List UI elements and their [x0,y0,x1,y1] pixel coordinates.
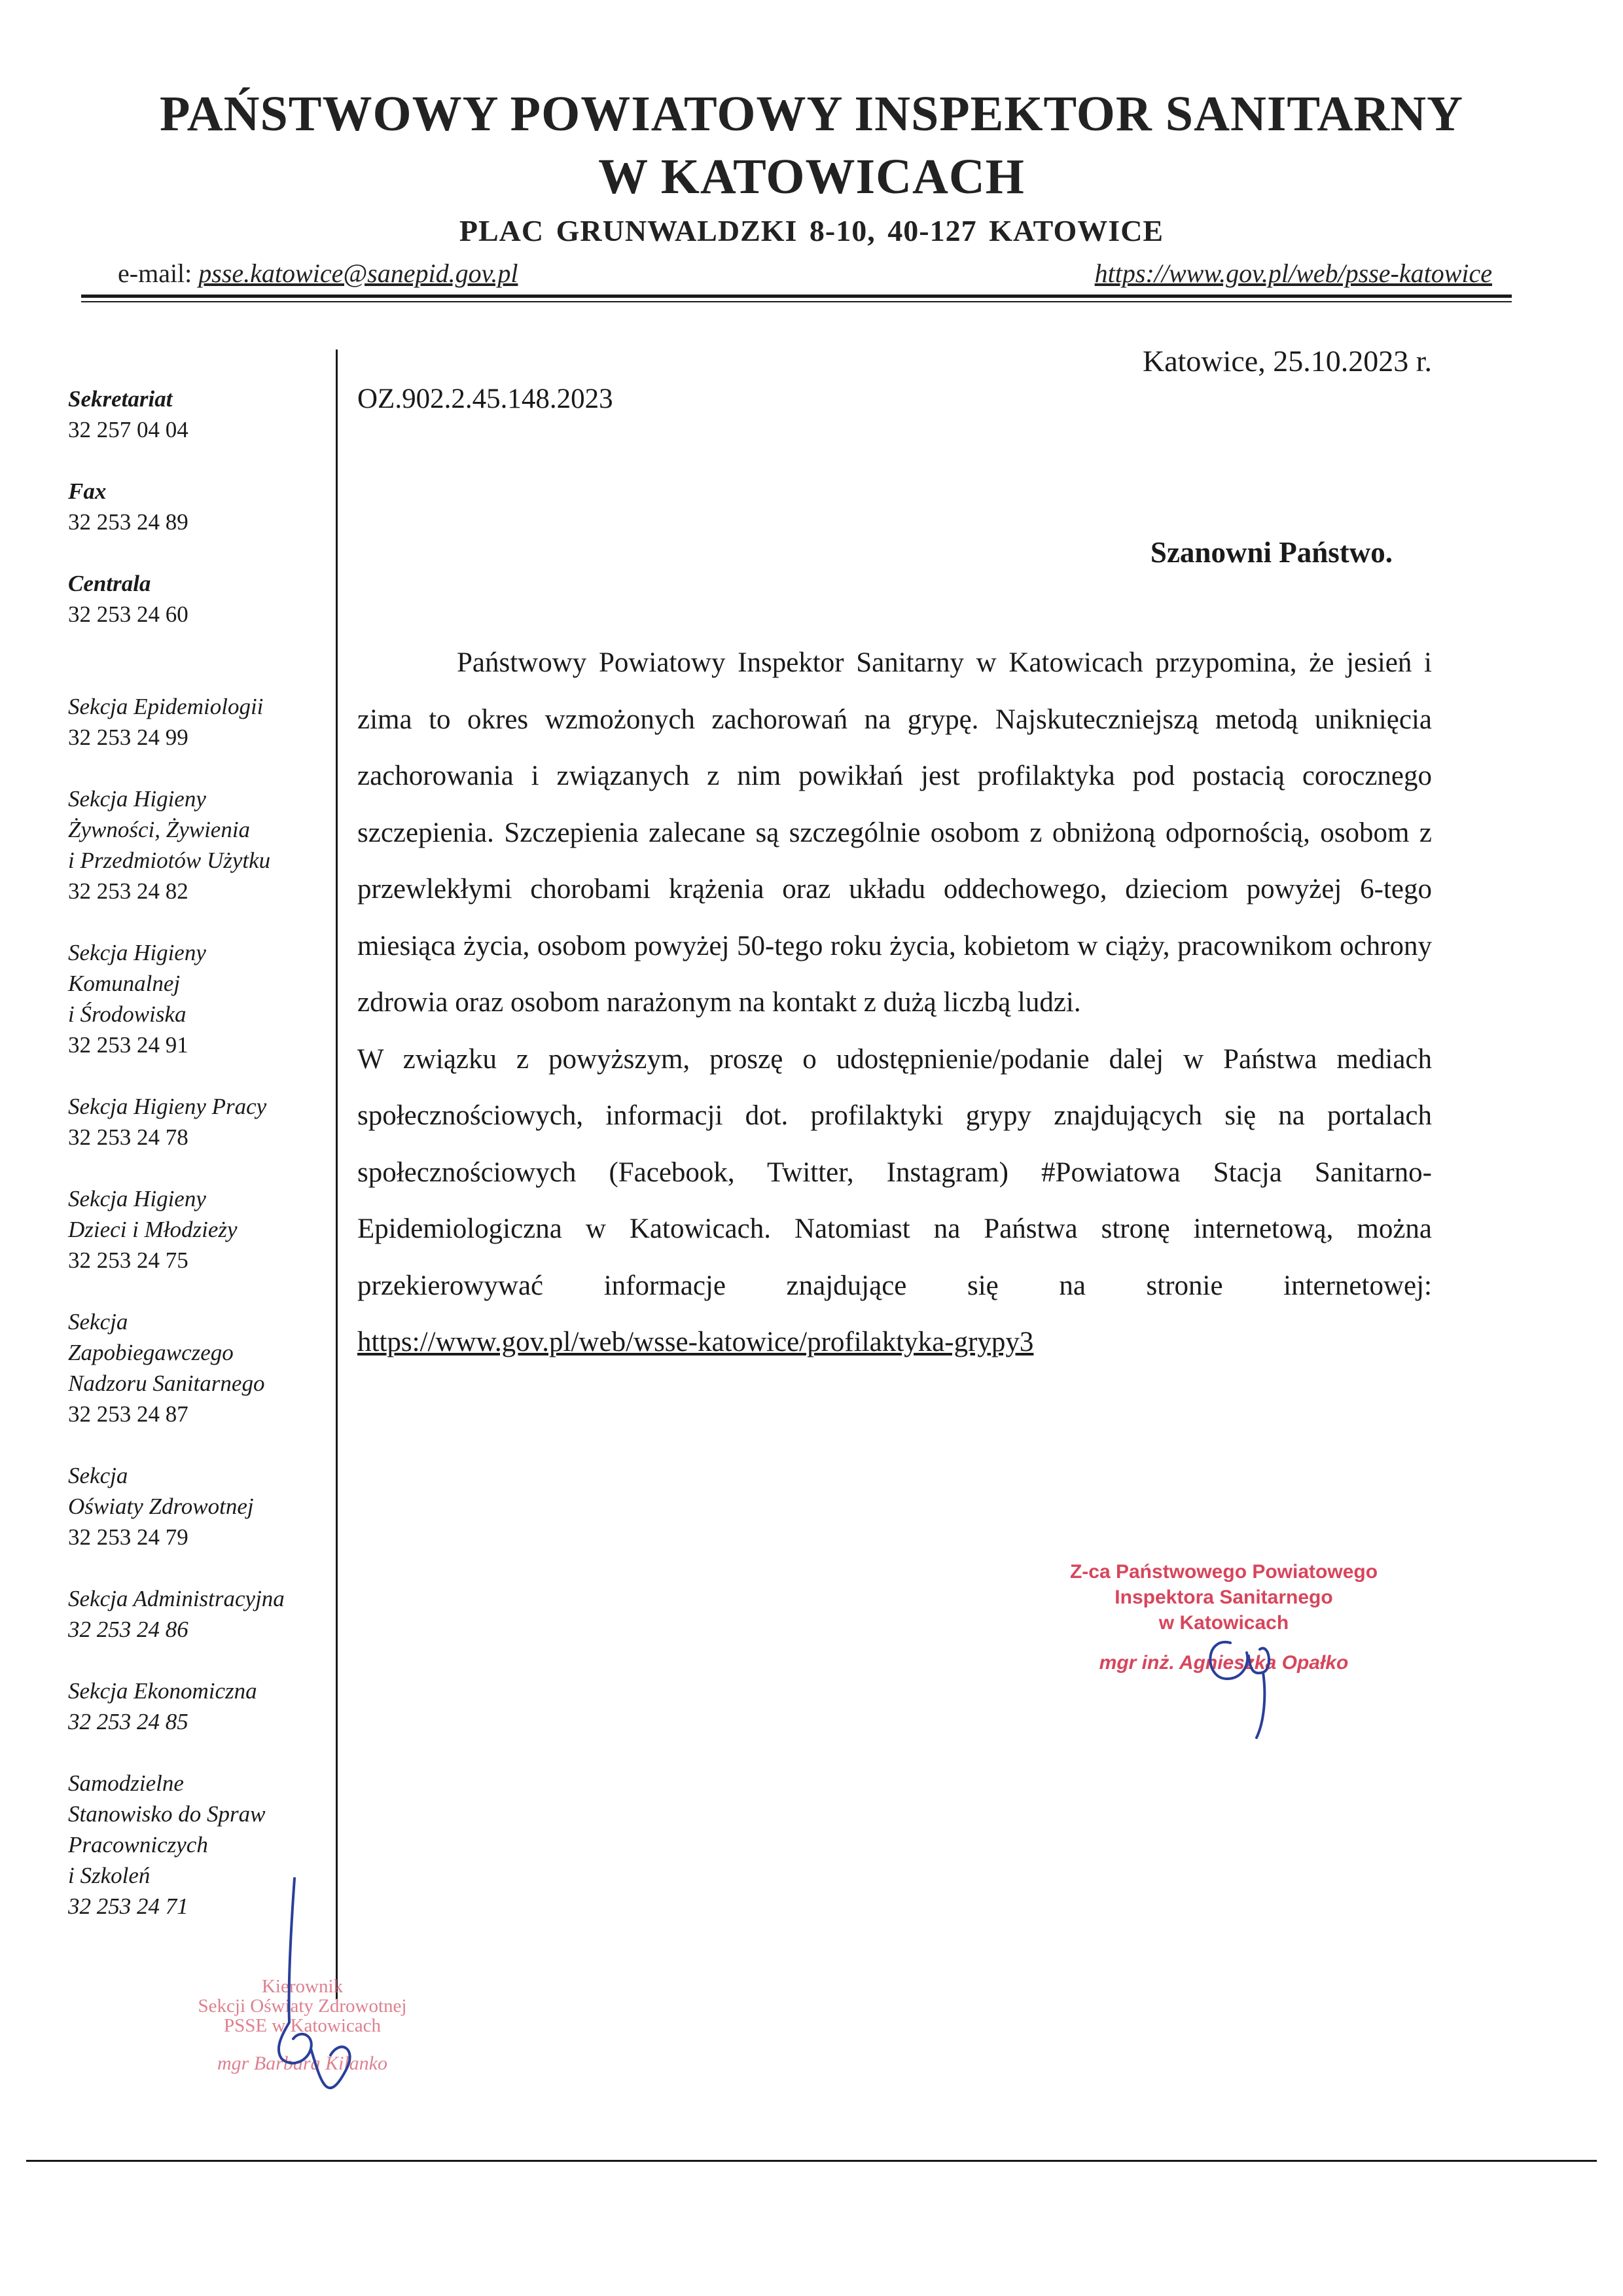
stamp-signatory-name: mgr Barbara Kilanko [217,2053,387,2074]
sidebar-section-name-line: Sekcja Higieny [68,940,206,965]
institution-city: W KATOWICACH [598,149,1025,204]
sidebar-phone: 32 257 04 04 [68,417,188,442]
salutation: Szanowni Państwo. [1150,536,1393,569]
sidebar-divider [336,350,338,1999]
stamp-line: Kierownik [261,1976,344,1997]
sidebar-phone: 32 253 24 79 [68,1524,188,1550]
sidebar-section-name-line: Nadzoru Sanitarnego [68,1371,265,1396]
flu-prevention-link[interactable]: https://www.gov.pl/web/wsse-katowice/profilaktyka-grypy3 [357,1327,1034,1357]
sidebar-section-name-line: Żywności, Żywienia [68,817,251,842]
sidebar-phone: 32 253 24 89 [68,509,188,535]
header-rule-thick [81,295,1512,298]
email-label: e-mail: [118,259,199,288]
letter-date: Katowice, 25.10.2023 r. [1142,344,1432,378]
sidebar-phone: 32 253 24 82 [68,878,188,904]
paragraph-2-text: W związku z powyższym, proszę o udostępnienie/podanie dalej w Państwa mediach społecznościowych, informacji dot. profilaktyki grypy znajdujących się na portalach społecznościowych (Facebook, Twitter, Instagram) #Powiatowa Stacja Sanitarno-Epidemiologiczna w Katowicach. Natomiast na Państwa stronę internetową, można przekierowywać informacje znajdujące się na stronie internetowej: [357,1043,1432,1301]
website-line [1095,258,1492,289]
sidebar-phone: 32 253 24 99 [68,725,188,750]
institution-title: PAŃSTWOWY POWIATOWY INSPEKTOR SANITARNY [159,86,1464,141]
email-address[interactable]: psse.katowice@sanepid.gov.pl [198,259,518,288]
sidebar-section-epidemiologia [68,691,330,753]
footer-rule [26,2160,1597,2162]
sidebar-section-kadry [68,1768,330,1922]
institution-address: PLAC GRUNWALDZKI 8-10, 40-127 KATOWICE [459,214,1164,247]
paragraph-2 [357,1031,1432,1371]
official-stamp [995,1559,1453,1676]
sidebar-section-ekonomia [68,1676,330,1737]
sidebar-section-higiena-pracy [68,1091,330,1153]
stamp-line: w Katowicach [1158,1612,1289,1634]
sidebar-section-name-line: i Szkoleń [68,1863,151,1888]
section-head-stamp [171,1977,433,2073]
sidebar-section-higiena-dzieci [68,1183,330,1276]
sidebar-section-name-line: i Przedmiotów Użytku [68,848,271,873]
sidebar-section-name-line: Sekcja [68,1309,128,1335]
sidebar-section-administracja [68,1583,330,1645]
sidebar-section-name-line: Zapobiegawczego [68,1340,234,1365]
website-url[interactable]: https://www.gov.pl/web/psse-katowice [1094,259,1492,288]
sidebar-phone: 32 253 24 60 [68,601,188,627]
sidebar-phone: 32 253 24 78 [68,1124,188,1150]
sidebar-section-name-line: Samodzielne [68,1770,184,1796]
sidebar-section-name-line: Sekcja [68,1463,128,1488]
contact-sidebar [68,384,330,1922]
sidebar-phone: 32 253 24 71 [68,1893,188,1919]
sidebar-section-centrala [68,568,330,630]
sidebar-phone: 32 253 24 75 [68,1247,188,1273]
sidebar-section-higiena-komunalna [68,937,330,1060]
sidebar-section-name-line: Pracowniczych [68,1832,208,1857]
sidebar-section-name: Fax [68,478,107,504]
stamp-line: PSSE w Katowicach [223,2015,382,2036]
sidebar-section-name: Centrala [68,571,151,596]
stamp-line: Sekcji Oświaty Zdrowotnej [198,1996,407,2017]
sidebar-section-fax [68,476,330,537]
header-rule-thin [81,301,1512,302]
email-line [118,258,518,289]
sidebar-section-name: Sekretariat [68,386,173,412]
stamp-signatory-name: mgr inż. Agnieszka Opałko [1099,1652,1349,1674]
sidebar-section-nadzor [68,1306,330,1429]
paragraph-1: Państwowy Powiatowy Inspektor Sanitarny w Katowicach przypomina, że jesień i zima to okres wzmożonych zachorowań na grypę. Najskuteczniejszą metodą uniknięcia zachorowania i związanych z nim powikłań jest profilaktyka pod postacią corocznego szczepienia. Szczepienia zalecane są szczególnie osobom z obniżoną odpornością, osobom z przewlekłymi chorobami krążenia oraz układu oddechowego, dzieciom powyżej 6-tego miesiąca życia, osobom powyżej 50-tego roku życia, kobietom w ciąży, pracownikom ochrony zdrowia oraz osobom narażonym na kontakt z dużą liczbą ludzi. [357,647,1432,1018]
sidebar-section-name-line: Stanowisko do Spraw [68,1801,266,1827]
sidebar-section-oswiata [68,1460,330,1552]
sidebar-section-sekretariat [68,384,330,445]
letter-body [357,635,1432,1371]
sidebar-section-name-line: Dzieci i Młodzieży [68,1217,238,1242]
reference-number: OZ.902.2.45.148.2023 [357,384,613,414]
sidebar-phone: 32 253 24 91 [68,1032,188,1058]
sidebar-section-name-line: Sekcja Higieny [68,1186,206,1211]
sidebar-section-name: Sekcja Ekonomiczna [68,1678,257,1704]
sidebar-section-name-line: Sekcja Higieny [68,786,206,812]
sidebar-phone: 32 253 24 87 [68,1401,188,1427]
sidebar-section-name: Sekcja Higieny Pracy [68,1094,267,1119]
sidebar-section-name-line: Oświaty Zdrowotnej [68,1494,254,1519]
sidebar-phone: 32 253 24 85 [68,1709,188,1734]
sidebar-section-name: Sekcja Administracyjna [68,1586,285,1611]
sidebar-section-higiena-zywnosci [68,783,330,906]
stamp-line: Z-ca Państwowego Powiatowego [1069,1561,1378,1583]
sidebar-section-name-line: i Środowiska [68,1001,187,1027]
sidebar-section-name-line: Komunalnej [68,971,181,996]
sidebar-section-name: Sekcja Epidemiologii [68,694,264,719]
stamp-line: Inspektora Sanitarnego [1115,1587,1333,1608]
sidebar-phone: 32 253 24 86 [68,1617,188,1642]
